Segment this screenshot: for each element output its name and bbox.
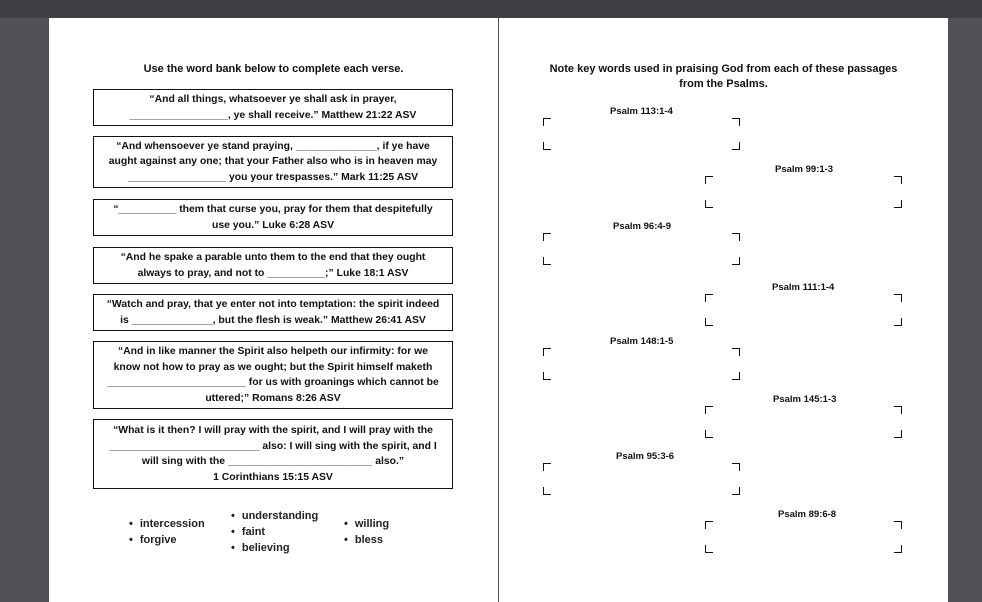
box-corner [543, 142, 551, 150]
word-bank-item: • understanding [231, 508, 318, 524]
box-corner [543, 372, 551, 380]
word-bank-item: • intercession [129, 516, 205, 532]
word-bank-item: • faint [231, 524, 318, 540]
psalm-label: Psalm 145:1-3 [773, 394, 837, 405]
box-corner [705, 545, 713, 553]
verse-box: “And whensoever ye stand praying, ______________, if ye have aught against any one; that your Father also who is in heaven may _________________ you your trespasses.” Mark 11:25 ASV [93, 136, 453, 188]
word-bank-item: • believing [231, 540, 318, 556]
box-corner [543, 487, 551, 495]
verse-box: “__________ them that curse you, pray for them that despitefully use you.” Luke 6:28 ASV [93, 199, 453, 236]
verse-box: “And all things, whatsoever ye shall ask in prayer, _________________, ye shall receive.” Matthew 21:22 ASV [93, 89, 453, 126]
psalms-instructions: Note key words used in praising God from each of these passages from the Psalms. [549, 63, 898, 90]
word-bank-item: • willing [344, 516, 389, 532]
word-bank-item: • bless [344, 532, 389, 548]
right-page [499, 18, 948, 602]
psalm-label: Psalm 96:4-9 [613, 221, 672, 232]
verse-box: “What is it then? I will pray with the spirit, and I will pray with the __________________________ also: I will sing with the spirit, and I will sing with the _________________________ also.” 1 Corinthians 15:15 ASV [93, 419, 453, 489]
box-corner [705, 200, 713, 208]
psalm-label: Psalm 113:1-4 [610, 106, 673, 117]
left-page [49, 18, 498, 602]
psalm-label: Psalm 148:1-5 [610, 336, 674, 347]
verse-box: “And in like manner the Spirit also helpeth our infirmity: for we know not how to pray as we ought; but the Spirit himself maketh ________________________ for us with groanings which cannot be uttered;” Romans 8:26 ASV [93, 341, 453, 409]
box-corner [543, 233, 551, 241]
box-corner [705, 294, 713, 302]
box-corner [894, 545, 902, 553]
box-corner [543, 118, 551, 126]
box-corner [705, 176, 713, 184]
box-corner [894, 294, 902, 302]
psalm-label: Psalm 111:1-4 [772, 282, 835, 293]
box-corner [705, 406, 713, 414]
box-corner [894, 176, 902, 184]
word-bank-instructions: Use the word bank below to complete each verse. [143, 63, 404, 75]
word-bank-column [231, 508, 318, 556]
box-corner [894, 430, 902, 438]
box-corner [543, 463, 551, 471]
verse-box: “And he spake a parable unto them to the end that they ought always to pray, and not to __________;” Luke 18:1 ASV [93, 247, 453, 284]
word-bank-column [344, 516, 389, 548]
box-corner [894, 200, 902, 208]
verse-box: “Watch and pray, that ye enter not into temptation: the spirit indeed is ______________, but the flesh is weak.” Matthew 26:41 ASV [93, 294, 453, 331]
viewer-toolbar [0, 0, 982, 18]
box-corner [732, 463, 740, 471]
psalm-label: Psalm 95:3-6 [616, 451, 675, 462]
box-corner [894, 521, 902, 529]
box-corner [705, 430, 713, 438]
box-corner [732, 487, 740, 495]
box-corner [732, 142, 740, 150]
box-corner [732, 233, 740, 241]
box-corner [732, 348, 740, 356]
box-corner [705, 318, 713, 326]
word-bank-column [129, 516, 205, 548]
box-corner [543, 348, 551, 356]
box-corner [705, 521, 713, 529]
box-corner [732, 257, 740, 265]
box-corner [894, 406, 902, 414]
box-corner [894, 318, 902, 326]
box-corner [732, 118, 740, 126]
psalm-label: Psalm 99:1-3 [775, 164, 834, 175]
box-corner [732, 372, 740, 380]
box-corner [543, 257, 551, 265]
psalm-label: Psalm 89:6-8 [778, 509, 837, 520]
word-bank-item: • forgive [129, 532, 205, 548]
